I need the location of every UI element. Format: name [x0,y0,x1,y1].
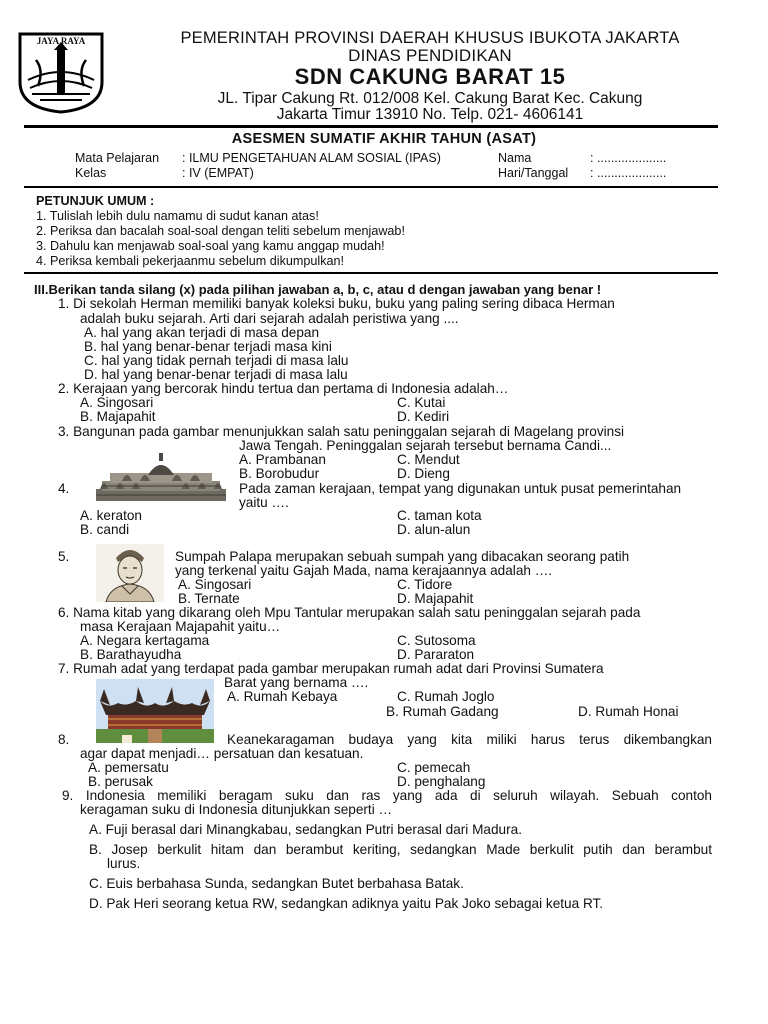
question-1-line2: adalah buku sejarah. Arti dari sejarah adalah peristiwa yang .... [80,311,459,326]
q9-option-c[interactable]: C. Euis berbahasa Sunda, sedangkan Butet berbahasa Batak. [89,876,464,891]
q2-option-b[interactable]: B. Majapahit [80,409,156,424]
subject-value: : ILMU PENGETAHUAN ALAM SOSIAL (IPAS) [182,151,441,165]
section-title: III.Berikan tanda silang (x) pada pilihan jawaban a, b, c, atau d dengan jawaban yang benar ! [34,282,602,297]
q9-option-d[interactable]: D. Pak Heri seorang ketua RW, sedangkan adiknya yaitu Pak Joko sebagai ketua RT. [89,896,604,911]
q8-option-d[interactable]: D. penghalang [397,774,486,789]
date-field[interactable]: : .................... [590,166,667,180]
q9-option-b-line1[interactable]: B. Josep berkulit hitam dan berambut keriting, sedangkan Made berkulit putih dan berambut [89,842,712,857]
question-2-line1: 2. Kerajaan yang bercorak hindu tertua dan pertama di Indonesia adalah… [58,381,509,396]
instruction-item: 4. Periksa kembali pekerjaanmu sebelum dikumpulkan! [36,254,344,268]
q5-option-a[interactable]: A. Singosari [178,577,252,592]
instruction-item: 2. Periksa dan bacalah soal-soal dengan teliti sebelum menjawab! [36,224,405,238]
q2-option-d[interactable]: D. Kediri [397,409,450,424]
portrait-sketch-icon [96,544,164,602]
info-rule [24,186,718,188]
name-label: Nama [498,151,532,165]
q3-option-b[interactable]: B. Borobudur [239,466,320,481]
q1-option-b[interactable]: B. hal yang benar-benar terjadi masa kini [84,339,332,354]
header-rule-thick [24,125,718,128]
question-8-line1: Keanekaragaman budaya yang kita miliki harus terus dikembangkan [227,732,712,747]
q1-option-d[interactable]: D. hal yang benar-benar terjadi di masa lalu [84,367,348,382]
q6-option-c[interactable]: C. Sutosoma [397,633,476,648]
logo-text: JAYA RAYA [36,36,86,46]
q8-option-c[interactable]: C. pemecah [397,760,471,775]
temple-stupa-icon [92,453,230,503]
q8-option-a[interactable]: A. pemersatu [88,760,169,775]
q4-option-c[interactable]: C. taman kota [397,508,482,523]
q7-option-b[interactable]: B. Rumah Gadang [386,704,499,719]
instruction-item: 1. Tulislah lebih dulu namamu di sudut kanan atas! [36,209,319,223]
class-value: : IV (EMPAT) [182,166,254,180]
q6-option-d[interactable]: D. Pararaton [397,647,475,662]
q4-option-d[interactable]: D. alun-alun [397,522,471,537]
q7-option-d[interactable]: D. Rumah Honai [578,704,679,719]
q6-option-b[interactable]: B. Barathayudha [80,647,182,662]
school-logo [16,30,106,114]
instructions-rule [24,272,718,274]
traditional-house-icon [96,679,214,743]
q3-option-a[interactable]: A. Prambanan [239,452,326,467]
q2-option-a[interactable]: A. Singosari [80,395,154,410]
exam-title: ASESMEN SUMATIF AKHIR TAHUN (ASAT) [231,131,537,147]
question-4-line2: yaitu …. [239,495,289,510]
school-address-line2: Jakarta Timur 13910 No. Telp. 021- 4606141 [276,106,584,123]
question-9-line2: keragaman suku di Indonesia ditunjukkan seperti … [80,802,393,817]
q9-option-b-line2[interactable]: lurus. [107,856,141,871]
question-6-line2: masa Kerajaan Majapahit yaitu… [80,619,281,634]
question-1-line1: 1. Di sekolah Herman memiliki banyak koleksi buku, buku yang paling sering dibaca Herman [58,296,615,311]
q4-option-b[interactable]: B. candi [80,522,130,537]
question-4-number: 4. [58,481,70,496]
question-7-line1: 7. Rumah adat yang terdapat pada gambar merupakan rumah adat dari Provinsi Sumatera [58,661,604,676]
q1-option-a[interactable]: A. hal yang akan terjadi di masa depan [84,325,320,340]
school-address-line1: JL. Tipar Cakung Rt. 012/008 Kel. Cakung Barat Kec. Cakung [217,90,643,107]
header-department: DINAS PENDIDIKAN [348,46,512,65]
q7-option-a[interactable]: A. Rumah Kebaya [227,689,338,704]
instruction-item: 3. Dahulu kan menjawab soal-soal yang kamu anggap mudah! [36,239,385,253]
q7-option-c[interactable]: C. Rumah Joglo [397,689,495,704]
question-3-line1: 3. Bangunan pada gambar menunjukkan salah satu peninggalan sejarah di Magelang provinsi [58,424,625,439]
q3-option-c[interactable]: C. Mendut [397,452,460,467]
question-8-line2: agar dapat menjadi… persatuan dan kesatuan. [80,746,364,761]
question-6-line1: 6. Nama kitab yang dikarang oleh Mpu Tantular merupakan salah satu peninggalan sejarah pada [58,605,641,620]
borobudur-image [92,453,230,503]
date-label: Hari/Tanggal [498,166,569,180]
question-3-line2: Jawa Tengah. Peninggalan sejarah tersebut bernama Candi... [239,438,612,453]
question-5-line2: yang terkenal yaitu Gajah Mada, nama kerajaannya adalah …. [175,563,553,578]
question-9-line1: 9. Indonesia memiliki beragam suku dan ras yang ada di seluruh wilayah. Sebuah contoh [62,788,712,803]
q2-option-c[interactable]: C. Kutai [397,395,446,410]
question-4-line1: Pada zaman kerajaan, tempat yang digunakan untuk pusat pemerintahan [239,481,682,496]
rumah-gadang-image [96,679,214,743]
q5-option-b[interactable]: B. Ternate [178,591,240,606]
question-5-line1: Sumpah Palapa merupakan sebuah sumpah yang dibacakan seorang patih [175,549,630,564]
name-field[interactable]: : .................... [590,151,667,165]
class-label: Kelas [75,166,107,180]
gajah-mada-image [96,544,164,602]
subject-label: Mata Pelajaran [75,151,160,165]
q6-option-a[interactable]: A. Negara kertagama [80,633,210,648]
question-5-number: 5. [58,549,70,564]
q5-option-c[interactable]: C. Tidore [397,577,453,592]
instructions-title: PETUNJUK UMUM : [36,194,155,208]
q8-option-b[interactable]: B. perusak [88,774,153,789]
header-government: PEMERINTAH PROVINSI DAERAH KHUSUS IBUKOTA JAKARTA [180,29,680,47]
q5-option-d[interactable]: D. Majapahit [397,591,474,606]
question-8-number: 8. [58,732,70,747]
q4-option-a[interactable]: A. keraton [80,508,142,523]
school-name: SDN CAKUNG BARAT 15 [294,64,566,89]
q3-option-d[interactable]: D. Dieng [397,466,450,481]
q1-option-c[interactable]: C. hal yang tidak pernah terjadi di masa lalu [84,353,349,368]
q9-option-a[interactable]: A. Fuji berasal dari Minangkabau, sedangkan Putri berasal dari Madura. [89,822,522,837]
question-7-line2: Barat yang bernama …. [224,675,369,690]
